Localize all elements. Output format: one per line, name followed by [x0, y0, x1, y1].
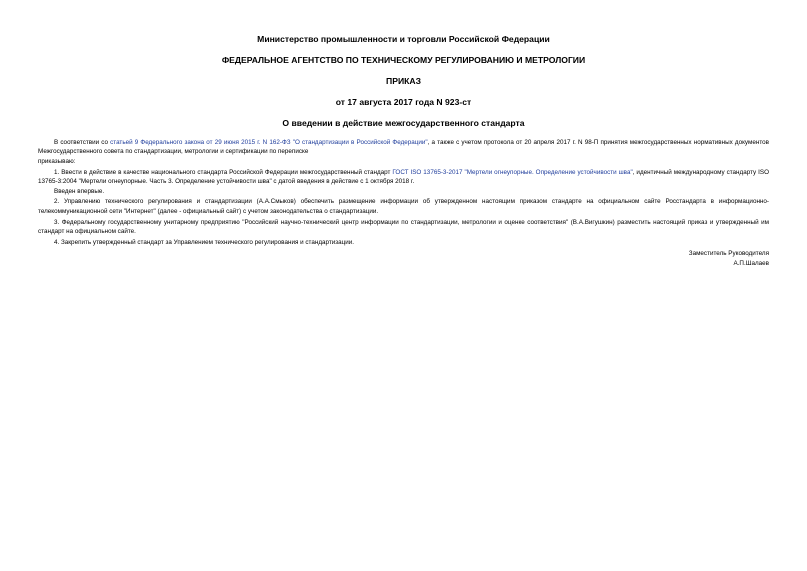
document-type: ПРИКАЗ [386, 76, 421, 86]
item-1-text-end: , идентичный международному стандарту ISO 13765-3:2004 "Мертели огнеупорные. Часть 3. Определение устойчивости шва" с датой введения в действие с 1 октября 2018 г. [38, 168, 769, 186]
introduced-first-note: Введен впервые. [54, 187, 105, 195]
signatory-position: Заместитель Руководителя [688, 250, 769, 258]
document-page [38, 34, 769, 268]
item-1-text-start: 1. Ввести в действие в качестве национального стандарта Российской Федерации межгосударственный стандарт [54, 168, 393, 176]
signatory-name: А.П.Шалаев [733, 259, 769, 267]
ministry-name: Министерство промышленности и торговли Российской Федерации [257, 34, 550, 44]
gost-standard-link[interactable]: ГОСТ ISO 13765-3-2017 "Мертели огнеупорные. Определение устойчивости шва" [392, 168, 633, 176]
preamble-text-start: В соответствии со [54, 139, 111, 146]
order-date-number: от 17 августа 2017 года N 923-ст [335, 97, 472, 107]
document-body [38, 138, 769, 247]
signature-block [38, 249, 769, 268]
ordering-word: приказываю: [38, 157, 76, 165]
item-3-paragraph: 3. Федеральному государственному унитарному предприятию "Российский научно-технический центр информации по стандартизации, метрологии и оценке соответствия" (В.А.Вигушкин) разместить настоящий приказ и утвержденный им стандарт на официальном сайте. [38, 218, 769, 236]
item-2-paragraph: 2. Управлению технического регулирования и стандартизации (А.А.Смыков) обеспечить размещение информации об утвержденном настоящим приказом стандарте на официальном сайте Росстандарта в информационно-телекоммуникационной сети "Интернет" (далее - официальный сайт) с учетом законодательства о стандартизации. [38, 198, 769, 215]
item-1-paragraph [38, 168, 769, 187]
agency-name: ФЕДЕРАЛЬНОЕ АГЕНТСТВО ПО ТЕХНИЧЕСКОМУ РЕГУЛИРОВАНИЮ И МЕТРОЛОГИИ [221, 55, 586, 65]
order-subject: О введении в действие межгосударственного стандарта [282, 118, 525, 128]
federal-law-link[interactable]: статьей 9 Федерального закона от 29 июня 2015 г. N 162-ФЗ "О стандартизации в Российской Федерации" [110, 139, 428, 146]
preamble-text-end: , а также с учетом протокола от 20 апреля 2017 г. N 98-П принятия межгосударственных нормативных документов Межгосударственного совета по стандартизации, метрологии и сертификации по переписке [38, 139, 769, 156]
preamble-paragraph [38, 138, 769, 157]
item-4-paragraph: 4. Закрепить утвержденный стандарт за Управлением технического регулирования и стандартизации. [54, 239, 355, 247]
